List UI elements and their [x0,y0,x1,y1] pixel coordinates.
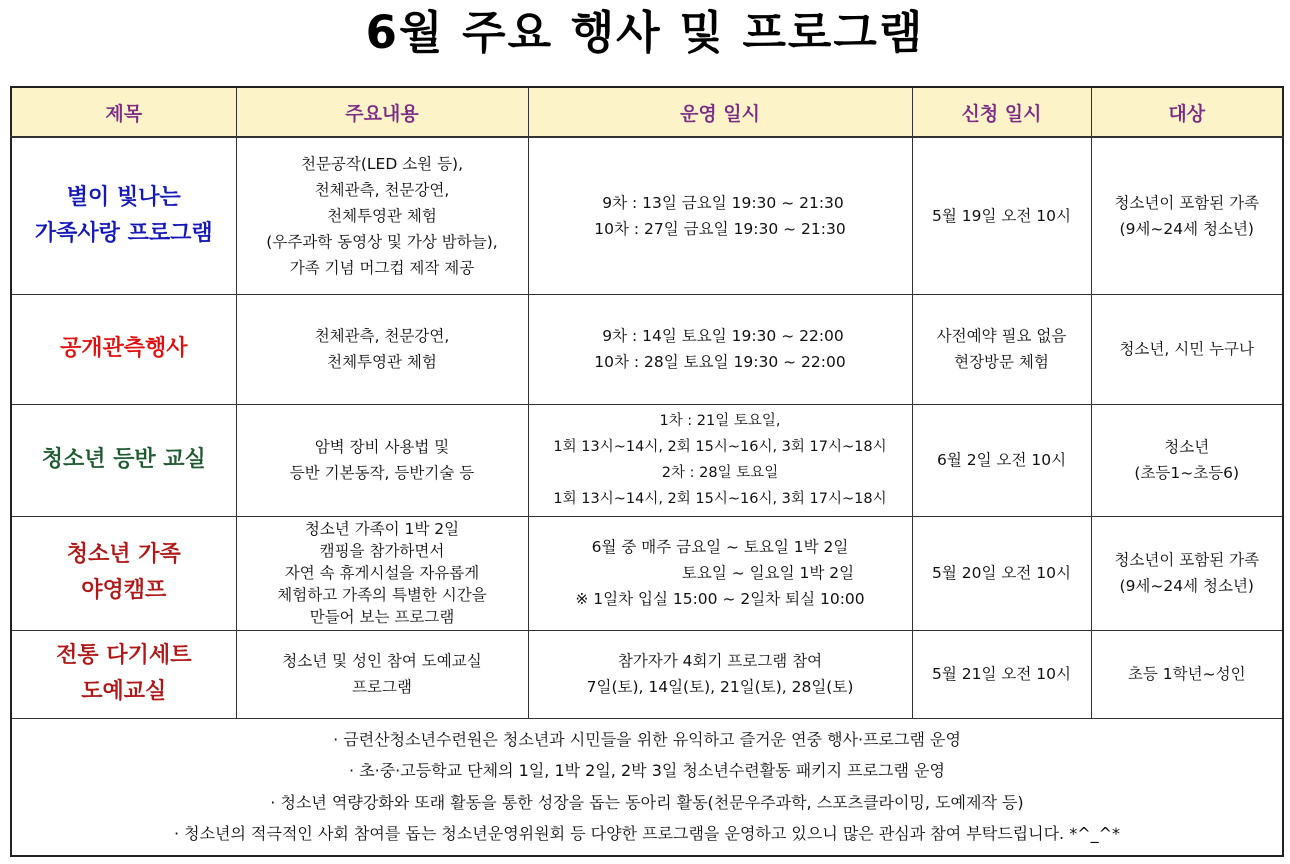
title-line: 공개관측행사 [59,336,188,361]
title-line: 가족사랑 프로그램 [34,220,213,246]
program-target [1091,404,1283,516]
target-line: 청소년이 포함된 가족 [1114,551,1260,569]
schedule-line: 참가자가 4회기 프로그램 참여 [617,652,823,670]
apply-line: 5월 19일 오전 10시 [932,206,1071,225]
table-header-row [11,87,1283,137]
apply-line: 현장방문 체험 [954,353,1049,371]
program-apply-date [912,137,1091,294]
title-line: 청소년 가족 [66,542,181,567]
title-line: 전통 다기세트 [56,643,192,668]
program-target [1091,630,1283,718]
target-line: 청소년, 시민 누구나 [1119,340,1255,358]
program-content [236,137,528,294]
content-line: 체험하고 가족의 특별한 시간을 [277,586,487,604]
content-line: 천체투영관 체험 [327,206,437,225]
schedule-line: 1회 13시~14시, 2회 15시~16시, 3회 17시~18시 [553,491,887,507]
target-line: (9세~24세 청소년) [1119,577,1254,595]
header-title: 제목 [11,87,236,137]
schedule-line: 토요일 ~ 일요일 1박 2일 [681,564,855,582]
program-title [11,137,236,294]
table-row [11,294,1283,404]
content-line: (우주과학 동영상 및 가상 밤하늘), [266,232,498,251]
schedule-line: 1회 13시~14시, 2회 15시~16시, 3회 17시~18시 [553,439,887,455]
content-line: 천체관측, 천문강연, [314,327,450,345]
content-line: 가족 기념 머그컵 제작 제공 [289,258,475,277]
program-content [236,404,528,516]
schedule-line: 9차 : 14일 토요일 19:30 ~ 22:00 [602,327,844,345]
content-line: 프로그램 [352,678,412,696]
table-row [11,137,1283,294]
schedule-line: 10차 : 28일 토요일 19:30 ~ 22:00 [594,353,846,371]
apply-line: 사전예약 필요 없음 [936,327,1067,345]
program-target [1091,294,1283,404]
page-title: 6월 주요 행사 및 프로그램 [365,6,925,59]
table-row [11,516,1283,630]
program-title [11,404,236,516]
schedule-line: 7일(토), 14일(토), 21일(토), 28일(토) [586,678,854,696]
target-line: (9세~24세 청소년) [1119,219,1254,238]
apply-line: 5월 20일 오전 10시 [932,564,1071,582]
apply-line: 5월 21일 오전 10시 [932,665,1071,683]
schedule-line: 10차 : 27일 금요일 19:30 ~ 21:30 [594,219,846,238]
title-line: 도예교실 [81,679,167,704]
table-row [11,404,1283,516]
header-apply: 신청 일시 [912,87,1091,137]
content-line: 천체투영관 체험 [327,353,437,371]
header-schedule: 운영 일시 [528,87,912,137]
target-line: 청소년이 포함된 가족 [1114,193,1260,212]
content-line: 천문공작(LED 소원 등), [300,154,464,173]
content-line: 만들어 보는 프로그램 [309,608,455,626]
program-title [11,516,236,630]
content-line: 청소년 가족이 1박 2일 [304,520,460,538]
content-line: 자연 속 휴게시설을 자유롭게 [284,564,480,582]
content-line: 캠핑을 참가하면서 [319,542,445,560]
title-line: 야영캠프 [81,578,167,603]
content-line: 청소년 및 성인 참여 도예교실 [282,652,482,670]
events-table [10,86,1284,857]
program-apply-date [912,294,1091,404]
program-apply-date [912,516,1091,630]
title-line: 청소년 등반 교실 [41,447,206,472]
program-schedule [528,137,912,294]
apply-line: 6월 2일 오전 10시 [936,451,1067,469]
program-target [1091,516,1283,630]
program-schedule [528,630,912,718]
schedule-line: 9차 : 13일 금요일 19:30 ~ 21:30 [602,193,844,212]
program-schedule [528,516,912,630]
program-schedule [528,294,912,404]
target-line: 초등 1학년~성인 [1127,665,1246,683]
program-content [236,516,528,630]
schedule-line: ※ 1일차 입실 15:00 ~ 2일차 퇴실 10:00 [575,590,865,608]
program-content [236,630,528,718]
title-line: 별이 빛나는 [66,184,181,210]
notes-row [11,718,1283,856]
program-content [236,294,528,404]
notes-box [11,718,1283,856]
program-title [11,630,236,718]
schedule-line: 2차 : 28일 토요일 [661,465,779,481]
program-schedule [528,404,912,516]
program-title [11,294,236,404]
target-line: (초등1~초등6) [1134,464,1240,482]
content-line: 암벽 장비 사용법 및 [314,438,450,456]
header-target: 대상 [1091,87,1283,137]
note-item: · 초·중·고등학교 단체의 1일, 1박 2일, 2박 3일 청소년수련활동 패키지 프로그램 운영 [349,761,945,780]
schedule-line: 6월 중 매주 금요일 ~ 토요일 1박 2일 [591,538,849,556]
schedule-line: 1차 : 21일 토요일, [659,413,781,429]
note-item: · 청소년의 적극적인 사회 참여를 돕는 청소년운영위원회 등 다양한 프로그램을 운영하고 있으니 많은 관심과 참여 부탁드립니다. *^_^* [173,824,1121,843]
program-apply-date [912,404,1091,516]
program-target [1091,137,1283,294]
note-item: · 금련산청소년수련원은 청소년과 시민들을 위한 유익하고 즐거운 연중 행사·프로그램 운영 [333,729,961,749]
target-line: 청소년 [1164,438,1210,456]
content-line: 천체관측, 천문강연, [314,180,450,199]
table-row [11,630,1283,718]
program-apply-date [912,630,1091,718]
header-content: 주요내용 [236,87,528,137]
note-item: · 청소년 역량강화와 또래 활동을 통한 성장을 돕는 동아리 활동(천문우주과학, 스포츠클라이밍, 도예제작 등) [270,792,1024,812]
content-line: 등반 기본동작, 등반기술 등 [289,464,475,482]
